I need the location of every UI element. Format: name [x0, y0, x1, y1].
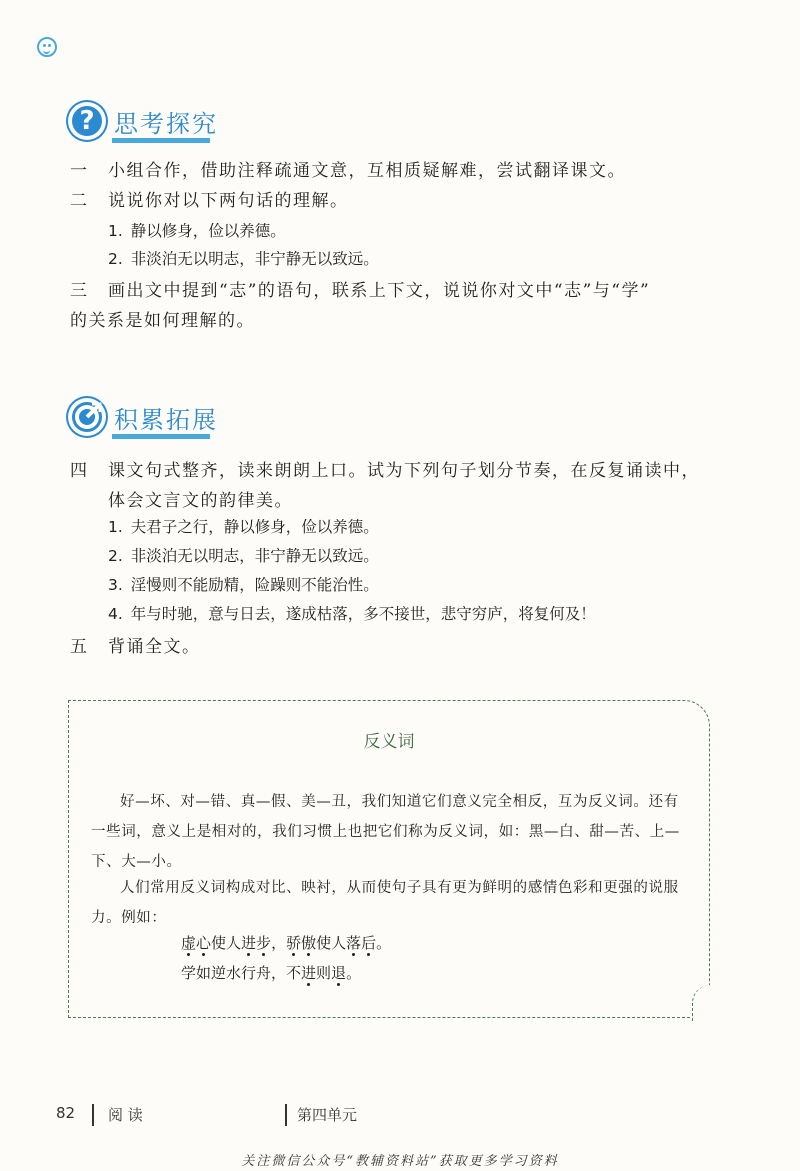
question-text: 小组合作，借助注释疏通文意，互相质疑解难，尝试翻译课文。 — [108, 161, 626, 181]
question-1 — [70, 156, 730, 186]
footer-section: 阅 读 — [108, 1106, 143, 1124]
box-corner-notch — [692, 985, 729, 1021]
question-5 — [70, 632, 730, 662]
question-number: 一 — [70, 161, 87, 181]
page-number: 82 — [56, 1104, 76, 1122]
example-sentence-1: 虚心使人进步，骄傲使人落后。 — [181, 934, 392, 952]
title-underline — [112, 138, 210, 143]
sub-item: 1. 夫君子之行，静以修身，俭以养德。 — [108, 518, 379, 536]
footer-unit: 第四单元 — [297, 1106, 358, 1124]
sub-item: 1. 静以修身，俭以养德。 — [108, 222, 286, 240]
question-3 — [70, 276, 730, 336]
question-number: 五 — [70, 637, 87, 657]
sub-item: 2. 非淡泊无以明志，非宁静无以致远。 — [108, 250, 379, 268]
box-paragraph-2: 人们常用反义词构成对比、映衬，从而使句子具有更为鲜明的感情色彩和更强的说服力。例如： — [91, 880, 679, 926]
question-text: 背诵全文。 — [108, 637, 201, 657]
question-4 — [70, 456, 730, 516]
title-underline — [112, 434, 210, 439]
question-text-cont: 体会文言文的韵律美。 — [108, 491, 293, 511]
watermark-text: 关注微信公众号“教辅资料站”获取更多学习资料 — [241, 1154, 559, 1169]
question-text: 说说你对以下两句话的理解。 — [108, 191, 349, 211]
box-paragraph-1: 好—坏、对—错、真—假、美—丑，我们知道它们意义完全相反，互为反义词。还有一些词，意义上是相对的，我们习惯上也把它们称为反义词，如：黑—白、甜—苦、上—下、大—小。 — [91, 794, 680, 870]
footer-divider — [285, 1104, 287, 1126]
question-text-cont: 的关系是如何理解的。 — [70, 311, 255, 331]
question-number: 三 — [70, 281, 87, 301]
arrow-circle-icon — [68, 398, 106, 436]
section-title: 积累拓展 — [114, 406, 218, 434]
question-2 — [70, 186, 730, 216]
question-mark-icon: ? — [68, 102, 106, 140]
smiley-icon — [37, 37, 57, 57]
sub-item: 2. 非淡泊无以明志，非宁静无以致远。 — [108, 547, 379, 565]
question-text: 画出文中提到“志”的语句，联系上下文，说说你对文中“志”与“学” — [108, 281, 651, 301]
sub-item: 3. 淫慢则不能励精，险躁则不能治性。 — [108, 576, 379, 594]
box-title: 反义词 — [363, 732, 415, 752]
question-text: 课文句式整齐，读来朗朗上口。试为下列句子划分节奏，在反复诵读中， — [108, 461, 700, 481]
sub-item: 4. 年与时驰，意与日去，遂成枯落，多不接世，悲守穷庐，将复何及！ — [108, 605, 596, 623]
footer-divider — [92, 1104, 94, 1126]
antonym-note-box — [68, 700, 710, 1018]
example-sentence-2: 学如逆水行舟，不进则退。 — [181, 964, 362, 982]
question-number: 二 — [70, 191, 87, 211]
section-title: 思考探究 — [114, 110, 218, 138]
question-number: 四 — [70, 461, 87, 481]
